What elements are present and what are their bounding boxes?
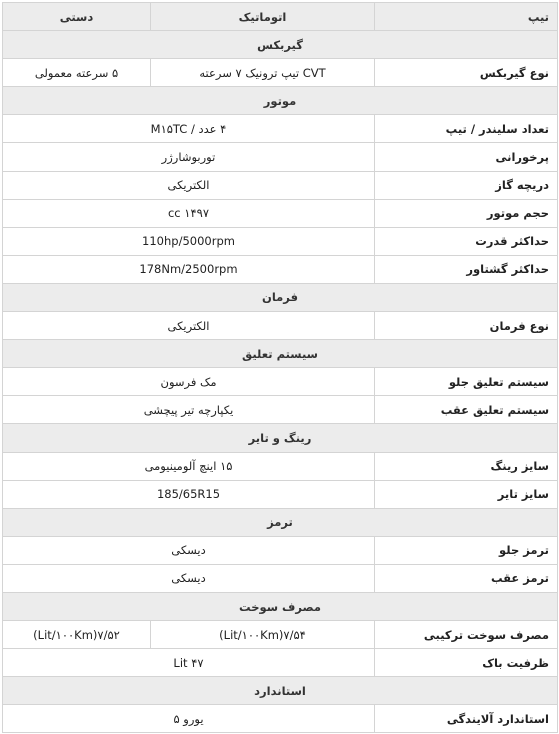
spec-value: ۴۷ Lit <box>3 649 375 677</box>
spec-row <box>3 312 558 340</box>
spec-row <box>3 480 558 508</box>
spec-label: ترمز جلو <box>375 536 558 564</box>
section-row <box>3 31 558 59</box>
spec-label: نوع گیربکس <box>375 59 558 87</box>
spec-row <box>3 255 558 283</box>
section-row <box>3 508 558 536</box>
section-row <box>3 424 558 452</box>
spec-value: مک فرسون <box>3 368 375 396</box>
spec-row <box>3 227 558 255</box>
spec-value: دیسکی <box>3 564 375 592</box>
spec-row <box>3 59 558 87</box>
spec-label: سیستم تعلیق عقب <box>375 396 558 424</box>
header-manual: دستی <box>3 3 151 31</box>
spec-value: 110hp/5000rpm <box>3 227 375 255</box>
spec-label: ترمز عقب <box>375 564 558 592</box>
spec-label: حداکثر گشتاور <box>375 255 558 283</box>
spec-label: مصرف سوخت ترکیبی <box>375 621 558 649</box>
spec-label: حجم موتور <box>375 199 558 227</box>
spec-row <box>3 396 558 424</box>
spec-value-manual: ۵ سرعته معمولی <box>3 59 151 87</box>
section-title: ترمز <box>3 508 558 536</box>
spec-label: سیستم تعلیق جلو <box>375 368 558 396</box>
spec-table <box>2 2 558 733</box>
spec-row <box>3 115 558 143</box>
spec-row <box>3 171 558 199</box>
spec-row <box>3 368 558 396</box>
spec-value: یورو ۵ <box>3 705 375 733</box>
spec-row <box>3 705 558 733</box>
spec-row <box>3 536 558 564</box>
section-title: استاندارد <box>3 677 558 705</box>
section-title: موتور <box>3 87 558 115</box>
spec-row <box>3 143 558 171</box>
section-title: فرمان <box>3 283 558 311</box>
spec-row <box>3 621 558 649</box>
spec-row <box>3 649 558 677</box>
spec-label: سایز رینگ <box>375 452 558 480</box>
section-row <box>3 677 558 705</box>
spec-value: توربوشارژر <box>3 143 375 171</box>
spec-value: دیسکی <box>3 536 375 564</box>
header-row <box>3 3 558 31</box>
spec-value: یکپارچه تیر پیچشی <box>3 396 375 424</box>
section-row <box>3 87 558 115</box>
section-title: رینگ و تایر <box>3 424 558 452</box>
spec-label: پرخورانی <box>375 143 558 171</box>
spec-value: ۱۵ اینچ آلومینیومی <box>3 452 375 480</box>
section-title: مصرف سوخت <box>3 592 558 620</box>
spec-row <box>3 452 558 480</box>
spec-row <box>3 564 558 592</box>
spec-value-automatic: CVT تیپ ترونیک ۷ سرعته <box>151 59 375 87</box>
section-row <box>3 283 558 311</box>
spec-label: تعداد سلیندر / تیپ <box>375 115 558 143</box>
spec-label: حداکثر قدرت <box>375 227 558 255</box>
spec-value: الکتریکی <box>3 312 375 340</box>
spec-label: ظرفیت باک <box>375 649 558 677</box>
spec-label: نوع فرمان <box>375 312 558 340</box>
spec-body <box>3 31 558 733</box>
spec-row <box>3 199 558 227</box>
spec-label: استاندارد آلایندگی <box>375 705 558 733</box>
section-title: گیربکس <box>3 31 558 59</box>
spec-label: سایز تایر <box>375 480 558 508</box>
section-row <box>3 340 558 368</box>
spec-value: 178Nm/2500rpm <box>3 255 375 283</box>
spec-value: 185/65R15 <box>3 480 375 508</box>
spec-value-automatic: ۷/۵۴(Lit/۱۰۰Km) <box>151 621 375 649</box>
spec-value-manual: ۷/۵۲(Lit/۱۰۰Km) <box>3 621 151 649</box>
section-row <box>3 592 558 620</box>
section-title: سیستم تعلیق <box>3 340 558 368</box>
spec-value: ۴ عدد / M۱۵TC <box>3 115 375 143</box>
spec-value: ۱۴۹۷ cc <box>3 199 375 227</box>
spec-value: الکتریکی <box>3 171 375 199</box>
header-automatic: اتوماتیک <box>151 3 375 31</box>
header-type: تیپ <box>375 3 558 31</box>
spec-label: دریچه گاز <box>375 171 558 199</box>
